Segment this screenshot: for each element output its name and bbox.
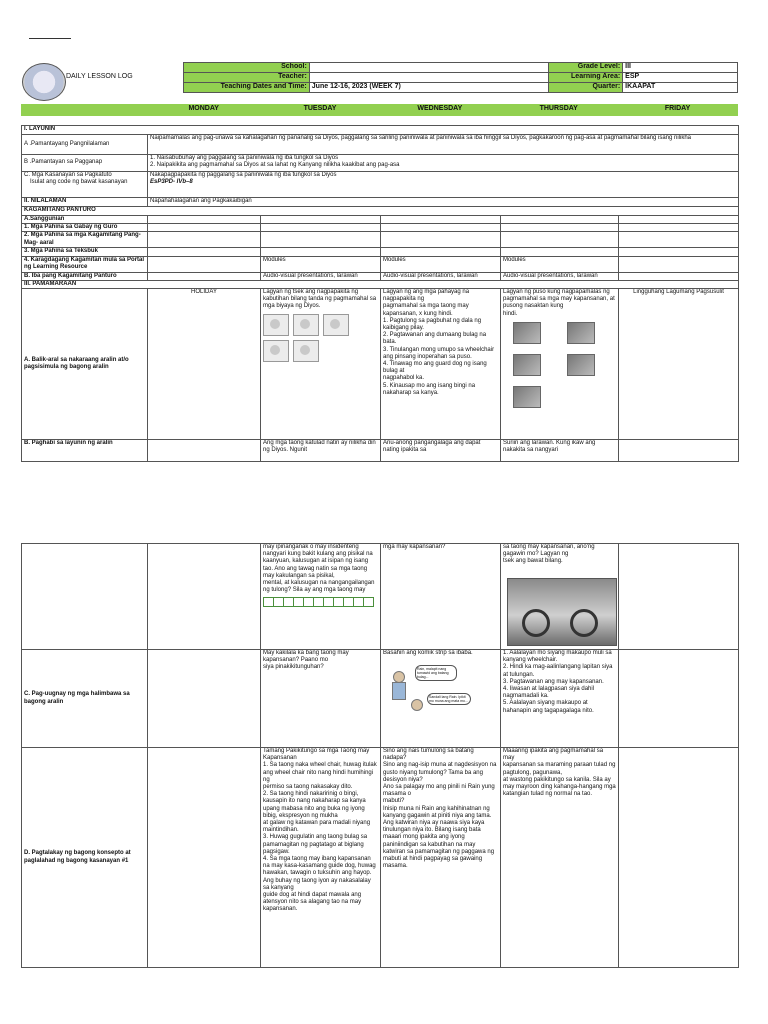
paghabi-wed: Anu-anong pangangalaga ang dapat nating ipakita sa <box>381 440 501 462</box>
day-thursday: THURSDAY <box>500 105 618 116</box>
cont-tue-text: may ipinanganak o may insidenteng nangyari kung bakit kulang ang pisikal na kaanyuan, kalusugan at isipan ng isang tao. Ano ang tawag natin sa mga taong may kakulangan sa pisikal, mental, at kalusugan na nangangailangan ng tulong? Sila ay ang mga taong may <box>263 544 375 594</box>
sanggunian-label: A.Sanggunian <box>22 216 148 224</box>
balik-wed-text: Lagyan ng ang mga pahayag na nagpapakita ng pagmamahal sa mga taong may kapansanan, x kung hindi. 1. Pagtulong sa pagbuhat ng dala ng kaibigang pilay. 2. Pagtawanan ang dumaang bulag na bata. 3. Tinulangan mong umupo sa wheelchair ang pinsang inoperahan sa puso. 4. Tinawag mo ang guard dog ng isang bulag at nagpahabol ka. 5. Kinausap mo ang isang bingi na nakaharap sa kanya. <box>381 289 501 440</box>
teksbuk-label: 3. Mga Pahina sa Teksbuk <box>22 248 148 256</box>
kagamitang-pang-label: 2. Mga Pahina sa mga Kagamitang Pang- Mag- aaral <box>22 232 148 248</box>
kasanayan-label-cell <box>22 172 148 198</box>
weekday-blank <box>22 105 148 116</box>
area-value: ESP <box>623 73 738 83</box>
cont-thu-text: sa taong may kapansanan, ano'ng gagawin mo? Lagyan ng tsek ang bawat bilang. <box>503 544 595 565</box>
balik-tue-text: Lagyan ng tsek ang nagpapakita ng kabutihan bilang tanda ng pagmamahal sa mga biyaya ng Diyos. <box>263 289 377 310</box>
kasanayan-sub: Isulat ang code ng bawat kasanayan <box>30 179 128 186</box>
av-tue: Audio-visual presentations, larawan <box>261 272 381 280</box>
pag-uugnay-tue: May kakilala ka bang taong may kapansanan? Paano mo siya pinakikitunguhan? <box>261 650 381 748</box>
lesson-table-page2 <box>21 543 739 968</box>
kasanayan-label: C. Mga Kasanayan sa Pagkatuto <box>24 172 112 178</box>
school-value <box>309 63 548 73</box>
comic-strip <box>387 663 473 725</box>
balik-tue-cell <box>261 289 381 440</box>
comic-bubble-1: Rain, malapit nang tumawid ang batang bulag... <box>415 665 457 681</box>
pamantayang-text: Naipamamalas ang pag-unawa sa kahalagahan ng pananalig sa Diyos, paggalang sa sariling paniniwala at paniniwala sa iba hinggil sa Diyos, pagkakaroon ng pag-asa at pagmamahal bilang isang nilikha <box>148 135 739 155</box>
picture-3-icon <box>323 314 349 336</box>
day-friday: FRIDAY <box>618 105 738 116</box>
nilalaman-label: II. NILALAMAN <box>22 198 148 207</box>
teacher-label: Teacher: <box>184 73 310 83</box>
kasanayan-cell <box>148 172 739 198</box>
photo-3-icon <box>513 354 541 376</box>
karagdagang-label: 4. Karagdagang Kagamitan mula sa Portal ng Learning Resource <box>22 256 148 272</box>
kasanayan-code: EsP3PD- IVb–8 <box>150 179 193 186</box>
pag-uugnay-wed-cell <box>381 650 501 748</box>
pagtalakay-tue: Tamang Pakikitungo sa mga Taong may Kapansanan 1. Sa taong naka wheel chair, huwag itulak ang wheel chair nito nang hindi humihingi ng permiso sa taong nakasakay dito. 2. Sa taong hindi nakaririnig o bingi, kausapin ito nang nakaharap sa kanya upang mabasa nito ang buka ng iyong bibig, ekspresyon ng mukha at galaw ng katawan para madali niyang maintindihan. 3. Huwag gugulatin ang taong bulag sa pamamagitan ng pagtatago at biglang pagsigaw. 4. Sa mga taong may ibang kapansanan na may kasa-kasamang guide dog, huwag hawakan, tawagin o tuksuhin ang hayop. Ang buhay ng taong iyon ay nakasalalay sa kanyang guide dog at hindi dapat mawala ang atensyon nito sa alagang tao na may kapansanan. <box>261 748 381 968</box>
quarter-label: Quarter: <box>549 83 623 93</box>
modules-tue: Modules <box>261 256 381 272</box>
school-label: School: <box>184 63 310 73</box>
pag-uugnay-wed-text: Basahin ang komik strip sa ibaba. <box>383 650 473 656</box>
pagganap-item-1: 1. Naisabubuhay ang paggalang sa paniniwala ng iba tungkol sa Diyos <box>150 155 339 161</box>
picture-5-icon <box>293 340 319 362</box>
balik-thu-cell <box>501 289 619 440</box>
cont-thu-cell <box>501 544 619 650</box>
av-wed: Audio-visual presentations, larawan <box>381 272 501 280</box>
day-tuesday: TUESDAY <box>260 105 380 116</box>
cont-tue-cell <box>261 544 381 650</box>
pag-uugnay-thu: 1. Aalalayan mo siyang makaupo muli sa kanyang wheelchair. 2. Hindi ka mag-aalinlangang lapitan siya at tulungan. 3. Pagtawanan ang may kapansanan. 4. Iiwasan at lalagpasan siya dahil nagmamadali ka. 5. Aalalayan siyang makaupo at hahanapin ang tagapagalaga nito. <box>501 650 619 748</box>
pag-uugnay-label: C. Pag-uugnay ng mga halimbawa sa bagong aralin <box>22 650 148 748</box>
dates-value: June 12-16, 2023 (WEEK 7) <box>309 83 548 93</box>
balik-fri-text: Lingguhang Lagumang Pagsusulit <box>619 289 739 440</box>
holiday-text: HOLIDAY <box>148 289 261 440</box>
dates-label: Teaching Dates and Time: <box>184 83 310 93</box>
pagtalakay-label: D. Pagtalakay ng bagong konsepto at paglalahad ng bagong kasanayan #1 <box>22 748 148 968</box>
pamantayang-label: A .Pamantayang Pangnilalaman <box>22 135 148 155</box>
answer-boxes <box>263 597 378 607</box>
picture-2-icon <box>293 314 319 336</box>
balik-aral-label: A. Balik-aral sa nakaraang aralin at/o pagsisimula ng bagong aralin <box>22 289 148 440</box>
lesson-table-page1 <box>21 125 739 462</box>
pagtalakay-wed: Sino ang nais tumulong sa batang nadapa? Sino ang nag-isip muna at nagdesisyon na gusto niyang tumulong? Tama ba ang desisyon niya? Ano sa palagay mo ang pinili ni Rain yung masama o mabuti? Inisip muna ni Rain ang kahihinatnan ng kanyang gagawin at piniti niya ang tama. Ang katwiran niya ay naawa siya kaya tinulungan niya ito. Bilang isang bata maaari mong ipakita ang iyong paniniindigan sa kabutihan na may katwiran sa pamamagitan ng paggawa ng mabuti at hindi pagpayag sa gawaing masama. <box>381 748 501 968</box>
teacher-value <box>309 73 548 83</box>
balik-thu-text: Lagyan ng puso kung nagpapamalas ng pagmamahal sa mga may kapansanan, at pusong nasaktan kung hindi. <box>503 289 615 317</box>
pagganap-label: B .Pamantayan sa Pagganap <box>22 155 148 172</box>
day-monday: MONDAY <box>147 105 260 116</box>
section-kagamitan: KAGAMITANG PANTURO <box>22 207 739 216</box>
photo-5-icon <box>513 386 541 408</box>
grade-value: III <box>623 63 738 73</box>
section-pamamaraan: III. PAMAMARAAN <box>22 280 739 288</box>
header-info-table <box>183 62 738 93</box>
area-label: Learning Area: <box>549 73 623 83</box>
day-wednesday: WEDNESDAY <box>380 105 500 116</box>
picture-4-icon <box>263 340 289 362</box>
paghabi-label: B. Paghabi sa layunin ng aralin <box>22 440 148 462</box>
top-rule <box>29 38 71 39</box>
pagganap-cell <box>148 155 739 172</box>
wheelchair-photo-icon <box>507 578 617 646</box>
paghabi-thu: Suriin ang larawan. Kung ikaw ang nakakita sa nangyari <box>501 440 619 462</box>
cont-wed-text: mga may kapansanan? <box>381 544 501 650</box>
comic-child-body-icon <box>392 682 406 700</box>
av-thu: Audio-visual presentations, larawan <box>501 272 619 280</box>
photo-2-icon <box>567 322 595 344</box>
pagtalakay-thu: Maaaring ipakita ang pagmamahal sa may kapansanan sa maraming paraan tulad ng pagtulong, pagunawa, at wastong pakikitungo sa kanila. Sila ay may mayroon ding kahanga-hangang mga katangian tulad ng normal na tao. <box>501 748 619 968</box>
kindness-pictures <box>263 314 378 362</box>
gabay-label: 1. Mga Pahina sa Gabay ng Guro <box>22 224 148 232</box>
comic-bubble-2: Sandali lang Rain. Ipikit mo muna ang mata mo... <box>427 693 471 705</box>
modules-thu: Modules <box>501 256 619 272</box>
iba-pang-label: B. Iba pang Kagamitang Panturo <box>22 272 148 280</box>
nilalaman-text: Napahahalagahan ang Pagkakaibigan <box>148 198 739 207</box>
deped-seal-icon <box>22 63 66 101</box>
picture-1-icon <box>263 314 289 336</box>
weekday-header <box>21 104 738 116</box>
pagganap-item-2: 2. Naipakikita ang pagmamahal sa Diyos at sa lahat ng Kanyang nilikha kaakibat ang pag-asa <box>150 162 400 169</box>
quarter-value: IKAAPAT <box>623 83 738 93</box>
document-title: DAILY LESSON LOG <box>66 73 133 80</box>
section-layunin: I. LAYUNIN <box>22 126 739 135</box>
photo-4-icon <box>567 354 595 376</box>
comic-child2-head-icon <box>411 699 423 711</box>
disability-photos <box>513 322 616 408</box>
grade-label: Grade Level: <box>549 63 623 73</box>
photo-1-icon <box>513 322 541 344</box>
modules-wed: Modules <box>381 256 501 272</box>
paghabi-tue: Ang mga taong katulad natin ay nilikha din ng Diyos. Ngunit <box>261 440 381 462</box>
kasanayan-text: Nakapagpapakita ng paggalang sa paniniwala ng iba tungkol sa Diyos <box>150 172 337 178</box>
